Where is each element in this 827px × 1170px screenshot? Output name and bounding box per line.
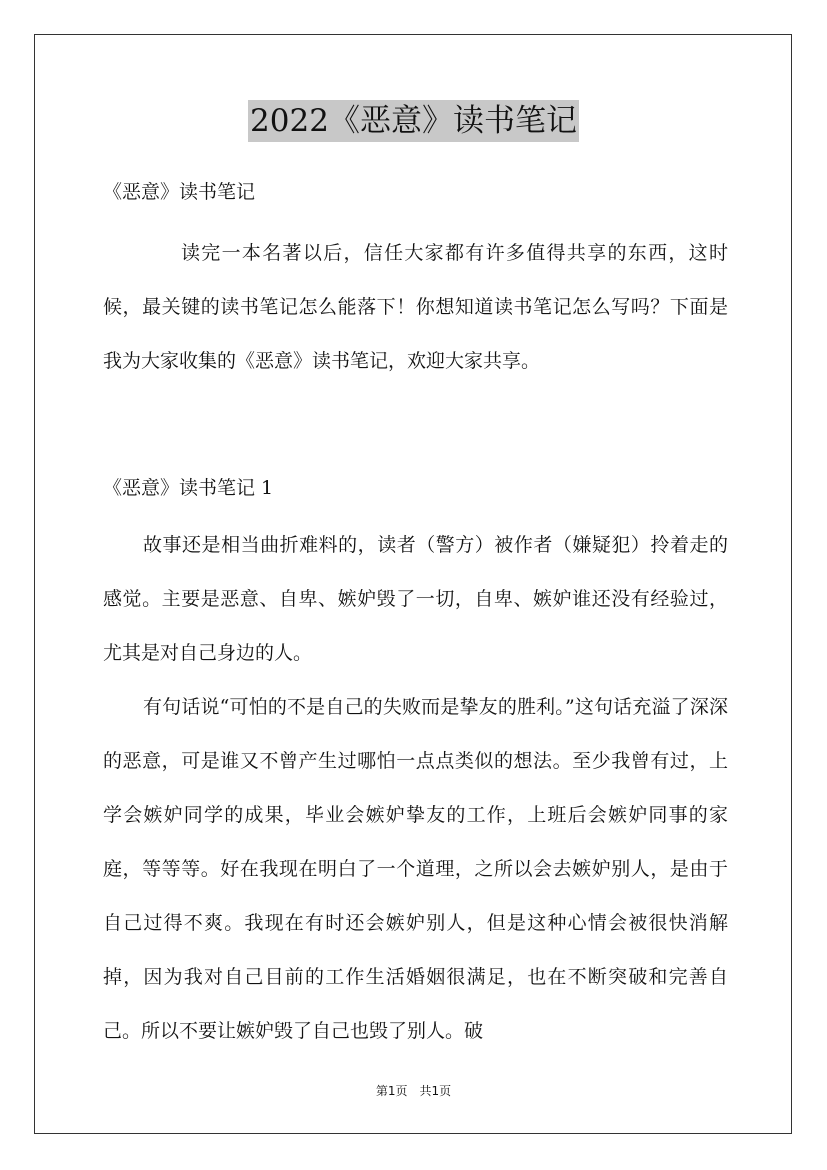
body-paragraph: 有句话说“可怕的不是自己的失败而是挚友的胜利。”这句话充溢了深深的恶意，可是谁又不曾产生过哪怕一点点类似的想法。至少我曾有过，上学会嫉妒同学的成果，毕业会嫉妒挚友的工作，上班后会嫉妒同事的家庭，等等等。好在我现在明白了一个道理，之所以会去嫉妒别人，是由于自己过得不爽。我现在有时还会嫉妒别人，但是这种心情会被很快消解掉，因为我对自己目前的工作生活婚姻很满足，也在不断突破和完善自己。所以不要让嫉妒毁了自己也毁了别人。破 (103, 696, 728, 1042)
page-footer: 第1页 共1页 (375, 1084, 452, 1098)
intro-paragraph: 读完一本名著以后，信任大家都有许多值得共享的东西，这时候，最关键的读书笔记怎么能落下！你想知道读书笔记怎么写吗？下面是我为大家收集的《恶意》读书笔记，欢迎大家共享。 (103, 242, 728, 372)
document-body (103, 172, 728, 1058)
document-title-block (0, 100, 827, 142)
section-heading: 《恶意》读书笔记 1 (103, 477, 274, 499)
subheading: 《恶意》读书笔记 (103, 181, 256, 203)
body-paragraph: 故事还是相当曲折难料的，读者（警方）被作者（嫌疑犯）拎着走的感觉。主要是恶意、自卑、嫉妒毁了一切，自卑、嫉妒谁还没有经验过，尤其是对自己身边的人。 (103, 534, 728, 664)
document-title: 2022《恶意》读书笔记 (248, 100, 579, 142)
